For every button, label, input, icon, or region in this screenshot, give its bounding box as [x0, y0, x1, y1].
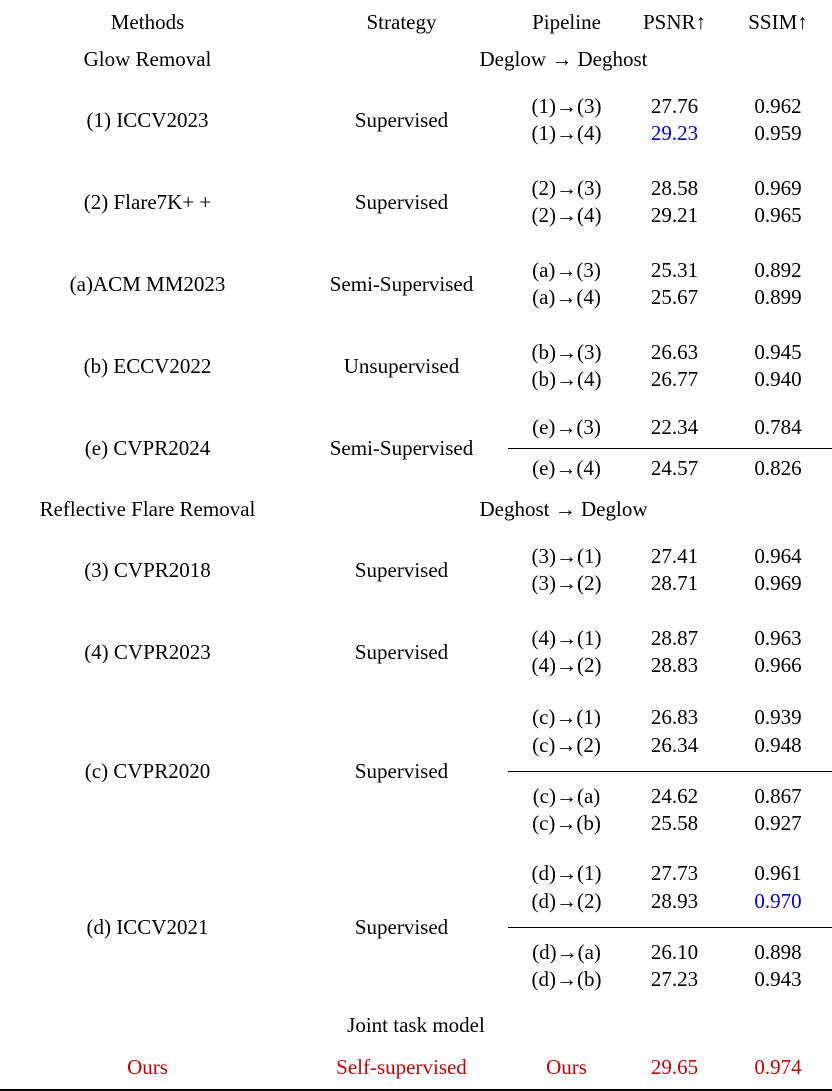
cell-psnr: [625, 243, 724, 325]
strategy-label: Supervised: [354, 189, 449, 214]
cell-ours-methods: Ours: [0, 1045, 295, 1090]
cell-ssim: [724, 693, 832, 849]
cell-psnr: [625, 529, 724, 611]
cell-pipeline-stack: [508, 79, 625, 161]
section-pipeline-order-reflective-flare-removal: Deghost → Deglow: [479, 496, 648, 521]
section-pipeline-order-glow-removal: Deglow → Deghost: [479, 46, 648, 71]
method-label-box: [0, 437, 295, 460]
method-label-box: [0, 641, 295, 664]
cell-pipeline-value: (b)→(4): [531, 367, 602, 391]
cell-ssim-value: 0.963: [754, 625, 802, 650]
cell-method: [0, 849, 295, 1005]
cell-psnr-stack: [625, 325, 724, 407]
cell-pipeline-stack: [508, 611, 625, 693]
cell-psnr-value: 26.83: [650, 705, 699, 730]
strategy-label: Semi-Supervised: [329, 435, 474, 460]
table-row: [0, 325, 832, 407]
cell-pipeline-value: (e)→(4): [532, 456, 601, 481]
cell-ssim-value: 0.927: [754, 811, 802, 836]
cell-psnr-stack: [625, 693, 724, 849]
cell-method: [0, 693, 295, 849]
cell-ssim: [724, 79, 832, 161]
cell-strategy: [295, 243, 508, 325]
cell-psnr-value: 26.77: [650, 367, 699, 391]
results-table: [0, 5, 832, 1091]
table-row: [0, 693, 832, 849]
cell-pipeline-stack: [508, 161, 625, 243]
cell-psnr-value: 28.93: [650, 888, 699, 913]
cell-ssim-stack: [724, 693, 832, 849]
method-label: (c) CVPR2020: [84, 758, 211, 783]
cell-pipeline-value: (c)→(2): [532, 732, 601, 757]
cell-psnr-group: [625, 849, 724, 927]
cell-ssim-stack: [724, 529, 832, 611]
cell-pipeline-value: (1)→(3): [531, 93, 602, 118]
cell-ssim-group: [724, 407, 832, 448]
cell-ssim: [724, 407, 832, 489]
cell-ssim-value: 0.965: [754, 203, 802, 227]
strategy-label: Supervised: [354, 107, 449, 132]
strategy-label: Supervised: [354, 557, 449, 582]
cell-pipeline-value: (c)→(b): [532, 811, 601, 836]
strategy-label-box: [295, 273, 508, 296]
cell-psnr-value: 25.31: [650, 257, 699, 282]
cell-psnr-stack: [625, 529, 724, 611]
cell-psnr-value: 25.67: [650, 285, 699, 309]
cell-strategy: [295, 325, 508, 407]
cell-method: [0, 407, 295, 489]
cell-pipeline-value: (d)→(1): [531, 861, 602, 886]
column-header-pipeline: Pipeline: [532, 9, 601, 34]
table-row: [0, 529, 832, 611]
cell-strategy: [295, 611, 508, 693]
cell-pipeline-stack: [508, 693, 625, 849]
method-label-box: [0, 760, 295, 783]
cell-pipeline-group: [508, 771, 625, 850]
cell-pipeline-value: (3)→(2): [531, 571, 602, 595]
strategy-label-box: [295, 641, 508, 664]
cell-pipeline-value: (d)→(2): [531, 888, 602, 913]
cell-pipeline-group: [508, 927, 625, 1006]
strategy-label-box: [295, 916, 508, 939]
cell-pipeline-group: [508, 693, 625, 771]
method-label-box: [0, 109, 295, 132]
cell-pipeline-group: [508, 448, 625, 490]
cell-psnr-value: 27.23: [650, 967, 699, 992]
strategy-label-box: [295, 191, 508, 214]
cell-psnr-value: 28.71: [650, 571, 699, 595]
cell-ssim: [724, 849, 832, 1005]
section-title-row: [0, 489, 832, 529]
cell-ssim-value: 0.899: [754, 285, 802, 309]
cell-pipeline-value: (e)→(3): [532, 414, 601, 439]
cell-psnr-value: 27.41: [650, 543, 699, 568]
cell-ssim-stack: [724, 849, 832, 1005]
strategy-label-box: [295, 109, 508, 132]
cell-ssim-value: 0.898: [754, 939, 802, 964]
cell-ssim: [724, 243, 832, 325]
cell-pipeline-value: (2)→(3): [531, 175, 602, 200]
strategy-label: Unsupervised: [343, 353, 460, 378]
cell-ssim-stack: [724, 79, 832, 161]
column-header-ssim: SSIM↑: [748, 9, 808, 34]
cell-ssim: [724, 161, 832, 243]
method-label: (2) Flare7K+ +: [83, 189, 212, 214]
cell-psnr-value: 22.34: [650, 414, 699, 439]
cell-strategy: [295, 79, 508, 161]
cell-method: [0, 243, 295, 325]
table-row: [0, 407, 832, 489]
cell-psnr-value: 26.63: [650, 339, 699, 364]
cell-pipeline-stack: [508, 407, 625, 489]
cell-pipeline-group: [508, 849, 625, 927]
cell-ssim-group: [724, 771, 832, 850]
cell-ours-ssim: 0.974: [724, 1045, 832, 1090]
cell-pipeline-value: (d)→(b): [531, 967, 602, 992]
cell-pipeline-value: (d)→(a): [532, 939, 601, 964]
cell-psnr: [625, 79, 724, 161]
column-header-psnr: PSNR↑: [642, 9, 707, 34]
method-label: (e) CVPR2024: [84, 435, 211, 460]
cell-psnr-value: 29.23: [650, 121, 699, 145]
cell-ssim-value: 0.961: [754, 861, 802, 886]
cell-ssim-value: 0.784: [754, 414, 802, 439]
cell-pipeline-stack: [508, 325, 625, 407]
cell-pipeline: [508, 849, 625, 1005]
cell-pipeline-stack: [508, 529, 625, 611]
cell-ours-psnr: 29.65: [625, 1045, 724, 1090]
cell-ssim-stack: [724, 325, 832, 407]
cell-method: [0, 529, 295, 611]
cell-strategy: [295, 161, 508, 243]
cell-pipeline-stack: [508, 243, 625, 325]
cell-ssim-value: 0.969: [754, 175, 802, 200]
cell-ssim-group: [724, 693, 832, 771]
column-header-strategy: Strategy: [366, 9, 437, 34]
cell-pipeline: [508, 79, 625, 161]
cell-psnr-stack: [625, 849, 724, 1005]
cell-ssim-stack: [724, 611, 832, 693]
method-label-box: [0, 273, 295, 296]
section-title-joint-task-model: Joint task model: [347, 1012, 485, 1037]
method-label-box: [0, 355, 295, 378]
cell-psnr: [625, 849, 724, 1005]
strategy-label: Supervised: [354, 639, 449, 664]
table-row: [0, 849, 832, 1005]
cell-ssim-stack: [724, 407, 832, 489]
cell-psnr: [625, 611, 724, 693]
strategy-label: Supervised: [354, 758, 449, 783]
cell-pipeline-value: (2)→(4): [531, 203, 602, 227]
cell-psnr-stack: [625, 161, 724, 243]
section-title-glow-removal: Glow Removal: [83, 46, 212, 71]
method-label-box: [0, 916, 295, 939]
cell-ssim-value: 0.892: [754, 257, 802, 282]
cell-psnr-value: 27.73: [650, 861, 699, 886]
cell-pipeline: [508, 693, 625, 849]
cell-method: [0, 611, 295, 693]
table-row: [0, 79, 832, 161]
method-label: (4) CVPR2023: [84, 639, 211, 664]
cell-ssim-value: 0.943: [754, 967, 802, 992]
cell-psnr-group: [625, 927, 724, 1006]
cell-ssim-group: [724, 849, 832, 927]
table-row: [0, 161, 832, 243]
table-row-ours: [0, 1045, 832, 1090]
cell-ssim-value: 0.964: [754, 543, 802, 568]
cell-psnr-value: 28.83: [650, 653, 699, 677]
cell-ssim-group: [724, 448, 832, 490]
method-label: (3) CVPR2018: [84, 557, 211, 582]
cell-psnr-stack: [625, 243, 724, 325]
cell-pipeline-value: (a)→(3): [532, 257, 601, 282]
cell-method: [0, 325, 295, 407]
cell-ours-pipeline: Ours: [508, 1045, 625, 1090]
cell-psnr-group: [625, 771, 724, 850]
table-header-row: [0, 5, 832, 39]
cell-ssim-value: 0.969: [754, 571, 802, 595]
table-row: [0, 243, 832, 325]
cell-pipeline-value: (3)→(1): [531, 543, 602, 568]
method-label: (b) ECCV2022: [83, 353, 212, 378]
cell-psnr: [625, 693, 724, 849]
cell-ssim: [724, 529, 832, 611]
cell-psnr-value: 26.10: [650, 939, 699, 964]
strategy-label-box: [295, 355, 508, 378]
cell-psnr-stack: [625, 79, 724, 161]
strategy-label-box: [295, 559, 508, 582]
method-label: (a)ACM MM2023: [69, 271, 226, 296]
cell-strategy: [295, 529, 508, 611]
cell-pipeline-group: [508, 407, 625, 448]
cell-ssim-value: 0.826: [754, 456, 802, 481]
cell-ssim-value: 0.970: [754, 888, 802, 913]
cell-pipeline-stack: [508, 849, 625, 1005]
cell-pipeline: [508, 243, 625, 325]
cell-psnr-group: [625, 448, 724, 490]
cell-pipeline-value: (b)→(3): [531, 339, 602, 364]
cell-ssim-value: 0.940: [754, 367, 802, 391]
strategy-label: Supervised: [354, 914, 449, 939]
cell-pipeline: [508, 325, 625, 407]
section-title-row: [0, 39, 832, 79]
cell-ssim-value: 0.867: [754, 783, 802, 808]
cell-pipeline: [508, 611, 625, 693]
cell-psnr-stack: [625, 407, 724, 489]
strategy-label-box: [295, 760, 508, 783]
cell-pipeline: [508, 407, 625, 489]
cell-psnr-value: 24.62: [650, 783, 699, 808]
cell-psnr-value: 28.58: [650, 175, 699, 200]
cell-ssim: [724, 611, 832, 693]
strategy-label: Semi-Supervised: [329, 271, 474, 296]
section-title-reflective-flare-removal: Reflective Flare Removal: [39, 496, 256, 521]
cell-strategy: [295, 407, 508, 489]
cell-psnr-stack: [625, 611, 724, 693]
strategy-label-box: [295, 437, 508, 460]
cell-psnr: [625, 161, 724, 243]
cell-psnr-value: 26.34: [650, 732, 699, 757]
cell-psnr-value: 29.21: [650, 203, 699, 227]
cell-ssim-stack: [724, 161, 832, 243]
cell-psnr: [625, 407, 724, 489]
column-header-methods: Methods: [110, 9, 185, 34]
cell-pipeline: [508, 161, 625, 243]
cell-pipeline-value: (c)→(1): [532, 705, 601, 730]
cell-psnr: [625, 325, 724, 407]
method-label: (1) ICCV2023: [86, 107, 209, 132]
method-label-box: [0, 191, 295, 214]
cell-psnr-value: 24.57: [650, 456, 699, 481]
cell-pipeline: [508, 529, 625, 611]
cell-ssim-value: 0.945: [754, 339, 802, 364]
cell-pipeline-value: (a)→(4): [532, 285, 601, 309]
cell-ssim-value: 0.939: [754, 705, 802, 730]
cell-ssim: [724, 325, 832, 407]
cell-pipeline-value: (1)→(4): [531, 121, 602, 145]
cell-pipeline-value: (c)→(a): [532, 783, 601, 808]
cell-method: [0, 79, 295, 161]
cell-psnr-group: [625, 407, 724, 448]
cell-strategy: [295, 693, 508, 849]
cell-ours-strategy: Self-supervised: [295, 1045, 508, 1090]
cell-method: [0, 161, 295, 243]
cell-strategy: [295, 849, 508, 1005]
method-label-box: [0, 559, 295, 582]
method-label: (d) ICCV2021: [86, 914, 209, 939]
cell-ssim-value: 0.959: [754, 121, 802, 145]
cell-ssim-value: 0.966: [754, 653, 802, 677]
cell-psnr-value: 27.76: [650, 93, 699, 118]
cell-ssim-stack: [724, 243, 832, 325]
cell-pipeline-value: (4)→(2): [531, 653, 602, 677]
cell-psnr-group: [625, 693, 724, 771]
cell-ssim-value: 0.948: [754, 732, 802, 757]
section-title-row: [0, 1005, 832, 1045]
results-table-body: [0, 5, 832, 1090]
cell-ssim-group: [724, 927, 832, 1006]
table-row: [0, 611, 832, 693]
cell-ssim-value: 0.962: [754, 93, 802, 118]
cell-psnr-value: 28.87: [650, 625, 699, 650]
cell-pipeline-value: (4)→(1): [531, 625, 602, 650]
cell-psnr-value: 25.58: [650, 811, 699, 836]
